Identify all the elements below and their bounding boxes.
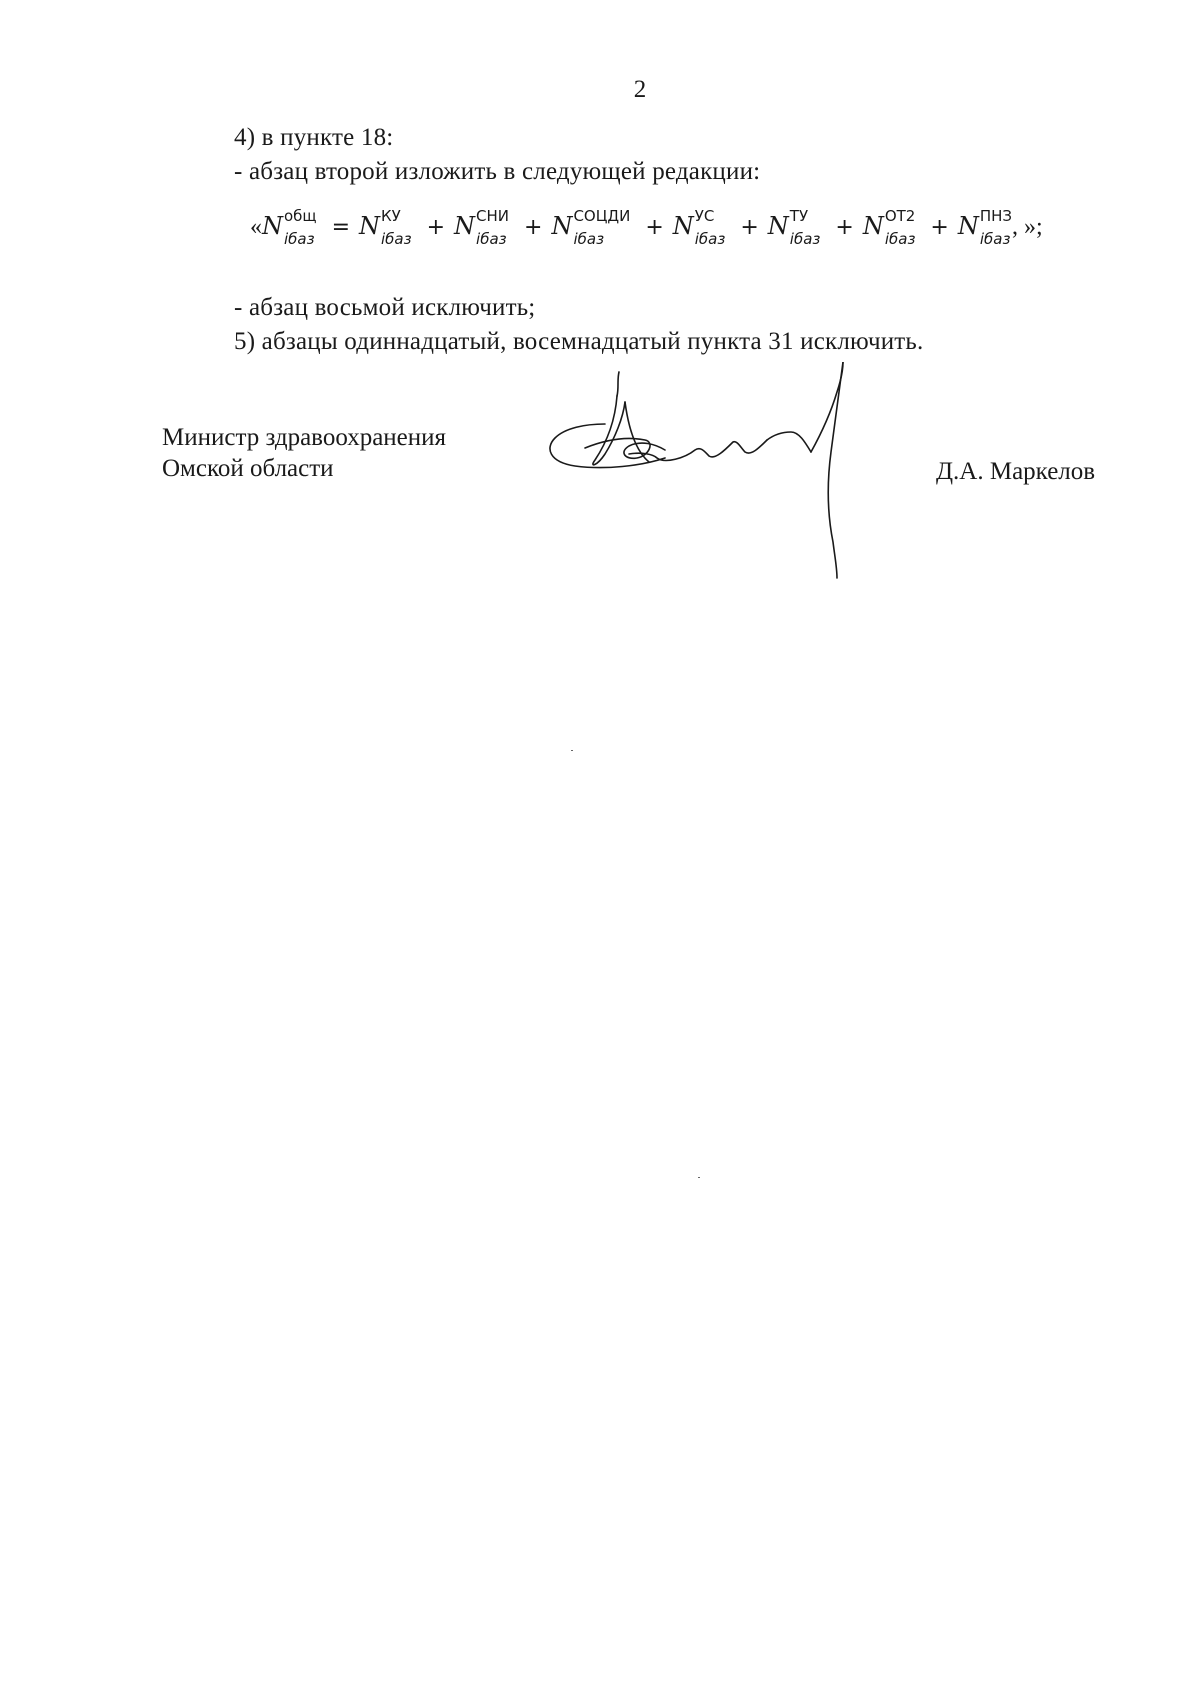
- formula-equals: =: [331, 215, 350, 240]
- formula-term-sni: N СНИ iбаз: [454, 207, 510, 249]
- formula-lhs-term: N общ iбаз: [262, 207, 317, 249]
- formula-term-us: N УС iбаз: [672, 207, 726, 249]
- item-5: 5) абзацы одиннадцатый, восемнадцатый пункта 31 исключить.: [234, 328, 924, 355]
- scan-speck: [698, 1177, 700, 1178]
- formula-plus: +: [740, 215, 759, 240]
- signatory-title-line-2: Омской области: [162, 455, 334, 482]
- item-4-heading: 4) в пункте 18:: [234, 124, 394, 151]
- formula-term-socdi: N СОЦДИ iбаз: [551, 207, 631, 249]
- formula-plus: +: [426, 215, 446, 240]
- formula-plus: +: [930, 215, 949, 240]
- formula-term-pnz: N ПНЗ iбаз: [957, 207, 1013, 249]
- signatory-title-line-1: Министр здравоохранения: [162, 424, 447, 451]
- formula-plus: +: [645, 215, 664, 240]
- formula: [250, 207, 1043, 249]
- signatory-name: Д.А. Маркелов: [936, 458, 1096, 485]
- page-number: 2: [633, 76, 647, 103]
- formula-plus: +: [835, 215, 854, 240]
- formula-lhs-superscript: общ: [284, 207, 317, 226]
- formula-open-quote: «: [250, 214, 262, 240]
- item-4-instruction: - абзац второй изложить в следующей редакции:: [234, 158, 761, 185]
- signatory-title: [162, 422, 446, 484]
- scan-speck: [571, 750, 573, 751]
- formula-close: , »;: [1012, 214, 1043, 240]
- formula-plus: +: [524, 215, 543, 240]
- formula-term-ot2: N ОТ2 iбаз: [862, 207, 916, 249]
- formula-term-tu: N ТУ iбаз: [767, 207, 821, 249]
- exclude-paragraph-8: - абзац восьмой исключить;: [234, 294, 536, 321]
- formula-term-ku: N КУ iбаз: [359, 207, 412, 249]
- handwritten-signature: [545, 362, 925, 582]
